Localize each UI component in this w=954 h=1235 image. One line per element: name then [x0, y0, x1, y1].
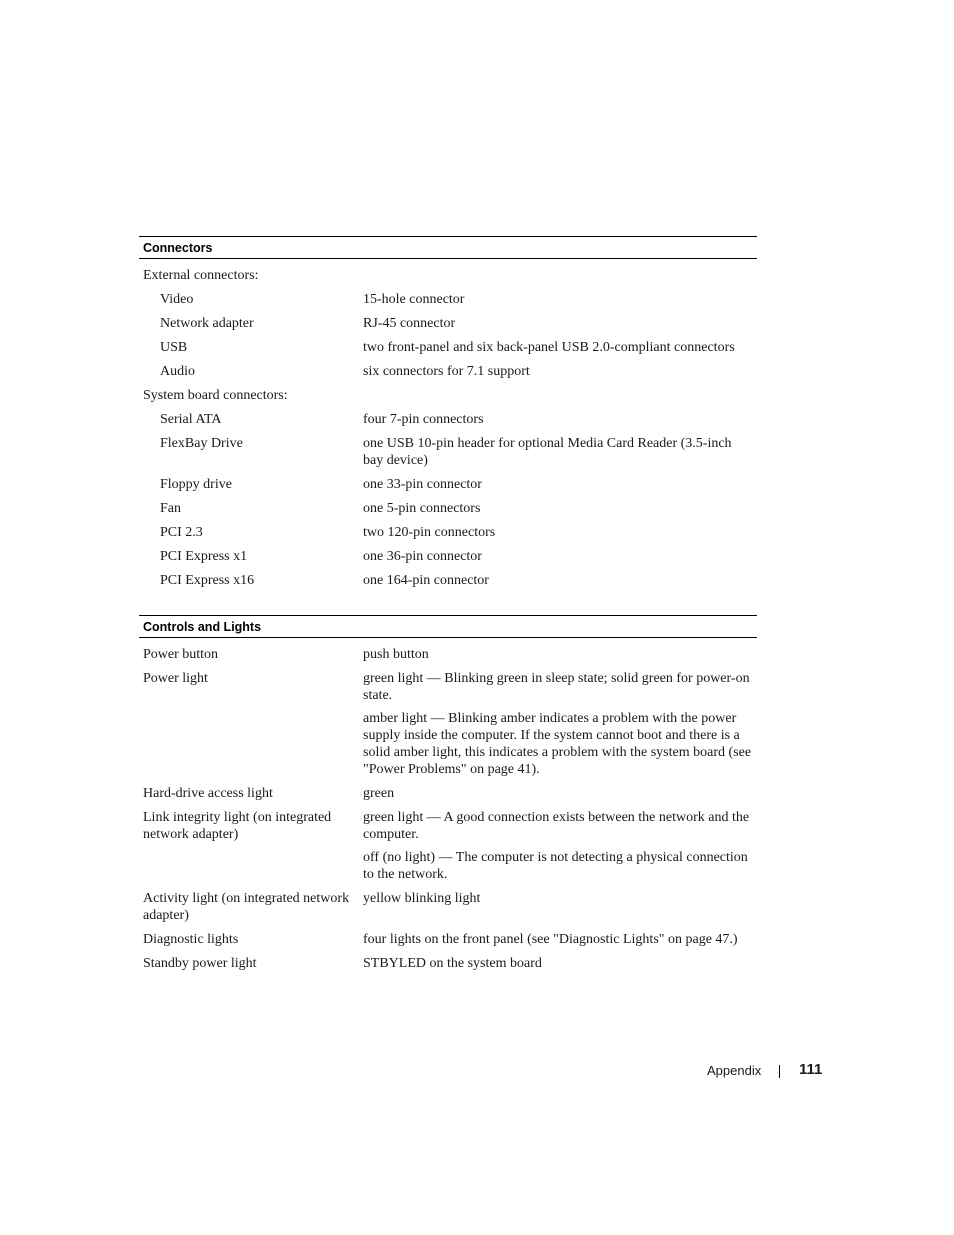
row-value: two 120-pin connectors — [363, 525, 496, 540]
table-row — [139, 670, 757, 778]
row-label: PCI Express x16 — [160, 573, 255, 588]
table-row — [139, 809, 757, 883]
row-value-text: STBYLED on the system board — [363, 956, 542, 971]
page-number: 111 — [799, 1061, 823, 1078]
table-row — [139, 411, 757, 428]
table-row — [139, 267, 757, 284]
row-value: one 36-pin connector — [363, 549, 482, 564]
row-label: USB — [160, 340, 188, 355]
row-label: External connectors: — [143, 268, 259, 283]
table-row — [139, 785, 757, 802]
row-value-text: four lights on the front panel (see "Diagnostic Lights" on page 47.) — [363, 932, 738, 947]
controls-lights-heading: Controls and Lights — [139, 615, 757, 638]
table-row — [139, 363, 757, 380]
row-label: Power button — [143, 647, 219, 662]
controls-lights-table — [139, 615, 757, 972]
row-value — [363, 387, 753, 404]
row-value: two front-panel and six back-panel USB 2.0-compliant connectors — [363, 340, 735, 355]
table-row — [139, 548, 757, 565]
row-label: Link integrity light (on integrated network adapter) — [143, 810, 332, 842]
page-footer — [0, 1061, 954, 1081]
row-label: Power light — [143, 671, 208, 686]
row-value — [363, 890, 753, 924]
row-label: Video — [160, 292, 194, 307]
table-row — [139, 315, 757, 332]
row-label: Standby power light — [143, 956, 257, 971]
row-label: Hard-drive access light — [143, 786, 273, 801]
table-row — [139, 387, 757, 404]
table-row — [139, 572, 757, 589]
table-row — [139, 476, 757, 493]
connectors-table — [139, 236, 757, 589]
row-value — [363, 785, 753, 802]
row-value: one 5-pin connectors — [363, 501, 481, 516]
row-value — [363, 955, 753, 972]
row-label: Network adapter — [160, 316, 254, 331]
row-value — [363, 931, 753, 948]
row-value — [363, 267, 753, 284]
row-value — [363, 670, 753, 778]
row-label: System board connectors: — [143, 388, 288, 403]
table-row — [139, 931, 757, 948]
row-value: six connectors for 7.1 support — [363, 364, 530, 379]
row-label: PCI Express x1 — [160, 549, 248, 564]
row-label: Audio — [160, 364, 195, 379]
row-value: RJ-45 connector — [363, 316, 456, 331]
footer-section-title: Appendix — [707, 1063, 762, 1078]
row-value-text: push button — [363, 647, 429, 662]
row-label: FlexBay Drive — [160, 436, 243, 451]
row-value: one 33-pin connector — [363, 477, 482, 492]
table-row — [139, 500, 757, 517]
row-value: one 164-pin connector — [363, 573, 489, 588]
row-value: four 7-pin connectors — [363, 412, 484, 427]
row-value — [363, 646, 753, 663]
row-label: Serial ATA — [160, 412, 222, 427]
row-value-text: yellow blinking light — [363, 891, 481, 906]
row-label: Diagnostic lights — [143, 932, 239, 947]
connectors-heading: Connectors — [139, 236, 757, 259]
row-value: one USB 10-pin header for optional Media Card Reader (3.5-inch bay device) — [363, 436, 732, 468]
row-value-text: green — [363, 786, 395, 801]
table-row — [139, 955, 757, 972]
table-row — [139, 339, 757, 356]
row-label: Fan — [160, 501, 181, 516]
table-row — [139, 524, 757, 541]
footer-divider — [779, 1065, 780, 1078]
row-label: PCI 2.3 — [160, 525, 203, 540]
table-row — [139, 646, 757, 663]
table-row — [139, 291, 757, 308]
row-label: Floppy drive — [160, 477, 232, 492]
controls-lights-rows — [139, 638, 757, 972]
row-value-text: green light — Blinking green in sleep state; solid green for power-on state. — [363, 671, 750, 703]
row-value-text: off (no light) — The computer is not detecting a physical connection to the network. — [363, 850, 748, 882]
row-value-text: green light — A good connection exists between the network and the computer. — [363, 810, 750, 842]
connectors-rows — [139, 259, 757, 589]
table-row — [139, 435, 757, 469]
row-value: 15-hole connector — [363, 292, 465, 307]
row-label: Activity light (on integrated network adapter) — [143, 891, 350, 923]
table-row — [139, 890, 757, 924]
row-value-text: amber light — Blinking amber indicates a problem with the power supply inside the computer. If the system cannot boot and there is a solid amber light, this indicates a problem with the system board (see "Power Problems" on page 41). — [363, 711, 752, 777]
row-value — [363, 809, 753, 883]
